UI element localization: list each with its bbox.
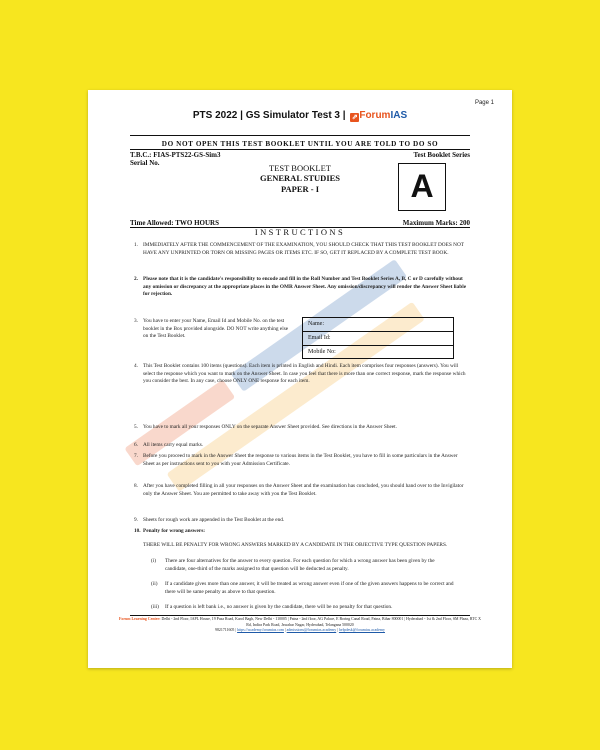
instruction-4 [134,363,468,386]
time-marks-row [130,219,470,227]
notice-rule [130,149,470,150]
instruction-number: 8. [134,483,138,489]
instruction-text: Before you proceed to mark in the Answer Sheet the response to various items in the Test Booklet, you have to fill in some particulars in the Answer Sheet as per instructions sent to you with your Admission Certificate. [143,453,458,467]
instruction-3 [134,318,294,341]
instruction-number: 7. [134,453,138,459]
instruction-number: 1. [134,242,138,248]
penalty-rule-text: There are four alternatives for the answer to every question. For each question for which a wrong answer has been given by the candidate, one-third of the marks assigned to that question will be deducted as penalty. [165,558,435,572]
instruction-2 [134,276,468,299]
penalty-rule-3 [151,604,456,612]
instruction-9 [134,517,468,525]
instruction-text: Please note that it is the candidate's responsibility to encode and fill in the Roll Number and Test Booklet Series A, B, C or D carefully without any omission or discrepancy at the appropriate places in the OMR Answer Sheet. Any omission/discrepancy will render the Answer Sheet liable for rejection. [143,276,467,298]
instruction-number: 3. [134,318,138,324]
tbc-row [130,151,470,159]
series-letter-box: A [398,163,446,211]
instruction-number: 5. [134,424,138,430]
test-booklet-page [88,90,512,668]
forum-logo-icon: ⇗ [351,114,358,121]
test-booklet-series-label: Test Booklet Series [413,151,470,159]
booklet-subject: GENERAL STUDIES [259,173,341,183]
logo-ias-text: IAS [390,110,408,121]
name-field[interactable]: Name: [303,318,453,332]
footer: Forum Learning Center: Delhi - 2nd Floor, IAPL House, 19 Pusa Road, Karol Bagh, New Delhi - 110005 | Patna - 2nd floor, AG Palace, E Boring Canal Road, Patna, Bihar 800001 | Hyderabad - 1st & 2nd Floor, SM Plaza, RTC X Rd, Indira Park Road, Jawahar Nagar, Hyderabad, Telangana 500020 9821711605 | https://academy.forumias.com | admissions@forumias.academy | helpdesk@forumias.academy [119,617,481,633]
top-rule [130,135,470,136]
instruction-6 [134,442,468,450]
instruction-text: All items carry equal marks. [143,442,204,448]
penalty-rule-1 [151,558,456,573]
page-number: Page 1 [474,100,494,106]
mobile-field[interactable]: Mobile No: [308,349,336,355]
penalty-rule-2 [151,581,456,596]
instruction-text: Penalty for wrong answers: [143,528,206,534]
instruction-number: 6. [134,442,138,448]
instruction-number: 2. [134,276,138,282]
time-allowed: Time Allowed: TWO HOURS [130,219,220,227]
footer-helpdesk-email-link[interactable]: helpdesk@forumias.academy [338,628,385,633]
instruction-number: 9. [134,517,138,523]
instruction-1 [134,242,468,257]
document-header [88,110,512,122]
penalty-rule-number: (ii) [151,581,158,587]
instruction-7 [134,453,468,468]
footer-phone: 9821711605 | [215,628,237,633]
do-not-open-notice: DO NOT OPEN THIS TEST BOOKLET UNTIL YOU ARE TOLD TO DO SO [161,140,439,148]
instruction-text: You have to mark all your responses ONLY on the separate Answer Sheet provided. See directions in the Answer Sheet. [143,424,397,430]
penalty-rule-number: (iii) [151,604,159,610]
instruction-number: 10. [134,528,141,534]
penalty-rule-number: (i) [151,558,156,564]
candidate-details-box [302,317,454,359]
footer-website-link[interactable]: https://academy.forumias.com [237,628,284,633]
forumias-logo [350,110,407,122]
instruction-text: IMMEDIATELY AFTER THE COMMENCEMENT OF THE EXAMINATION, YOU SHOULD CHECK THAT THIS TEST BOOKLET DOES NOT HAVE ANY UNPRINTED OR TORN OR MISSING PAGES OR ITEMS ETC. IF SO, GET IT REPLACED BY A COMPLETE TEST BOOK. [143,242,464,256]
maximum-marks: Maximum Marks: 200 [402,219,470,227]
booklet-title: TEST BOOKLET [269,163,331,173]
footer-rule [130,615,470,616]
instruction-8 [134,483,468,498]
footer-addresses: Delhi - 2nd Floor, IAPL House, 19 Pusa Road, Karol Bagh, New Delhi - 110005 | Patna - 2nd floor, AG Palace, E Boring Canal Road, Patna, Bihar 800001 | Hyderabad - 1st & 2nd Floor, SM Plaza, RTC X Rd, Indira Park Road, Jawahar Nagar, Hyderabad, Telangana 500020 [161,617,481,627]
penalty-rule-text: If a question is left bank i.e., no answer is given by the candidate, there will be no penalty for that question. [165,604,393,610]
instruction-5 [134,424,468,432]
penalty-rule-text: If a candidate gives more than one answer, it will be treated as wrong answer even if one of the given answers happens to be correct and there will be same penalty as above to that question. [165,581,454,595]
instruction-text: This Test Booklet contains 100 items (questions). Each item is printed in English and Hindi. Each item comprises four responses (answers). You will select the response which you want to mark on the Answer Sheet. In case you feel that there is more than one correct response, mark the response which you consider the best. In any case, choose ONLY ONE response for each item. [143,363,466,385]
instruction-text: After you have completed filling in all your responses on the Answer Sheet and the examination has concluded, you should hand over to the Invigilator only the Answer Sheet. You are permitted to take away with you the Test Booklet. [143,483,464,497]
penalty-intro [134,542,468,550]
email-field[interactable]: Email Id: [303,332,453,346]
instruction-number: 4. [134,363,138,369]
header-title: PTS 2022 | GS Simulator Test 3 | [192,110,346,121]
booklet-paper: PAPER - I [280,184,320,194]
serial-no-label: Serial No. [130,159,160,167]
instruction-text: You have to enter your Name, Email Id and Mobile No. on the test booklet in the Box provided alongside. DO NOT write anything else on the Test Booklet. [143,318,289,340]
penalty-intro-text: THERE WILL BE PENALTY FOR WRONG ANSWERS MARKED BY A CANDIDATE IN THE OBJECTIVE TYPE QUESTION PAPERS. [143,542,448,548]
instructions-heading: INSTRUCTIONS [254,227,346,237]
instruction-10 [134,528,468,536]
logo-forum-text: Forum [359,110,391,121]
tbc-code: T.B.C.: FIAS-PTS22-GS-Sim3 [130,151,221,159]
footer-admissions-email-link[interactable]: admissions@forumias.academy [286,628,337,633]
instruction-text: Sheets for rough work are appended in the Test Booklet at the end. [143,517,285,523]
footer-brand: Forum Learning Center: [119,617,161,621]
